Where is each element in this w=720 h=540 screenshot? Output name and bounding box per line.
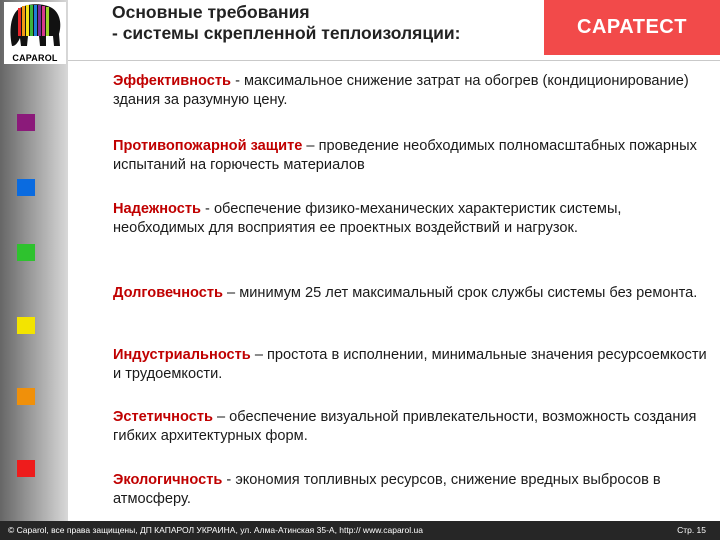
title-line-1: Основные требования — [112, 2, 310, 22]
footer-bar — [0, 521, 720, 540]
requirement-keyword: Индустриальность — [113, 347, 251, 363]
requirement-reliability — [113, 200, 708, 237]
marker-square-purple — [17, 114, 35, 131]
requirement-aesthetics — [113, 408, 708, 445]
requirement-text: - максимальное снижение затрат на обогрев (кондиционирование) здания за разумную цену. — [113, 73, 689, 108]
requirement-ecology — [113, 471, 708, 508]
left-sidebar — [0, 0, 68, 521]
elephant-logo-icon — [4, 2, 66, 52]
requirement-keyword: Экологичность — [113, 472, 223, 488]
requirement-durability — [113, 284, 708, 303]
requirement-efficiency — [113, 72, 708, 109]
requirement-text: – простота в исполнении, минимальные значения ресурсоемкости и трудоемкости. — [113, 347, 707, 382]
marker-square-yellow — [17, 317, 35, 334]
requirement-keyword: Эффективность — [113, 73, 232, 89]
requirement-text: – минимум 25 лет максимальный срок службы системы без ремонта. — [222, 285, 698, 301]
brand-badge: CAPATECT — [544, 0, 720, 55]
header-divider — [68, 60, 720, 61]
requirement-keyword: Противопожарной защите — [113, 138, 303, 154]
marker-square-blue — [17, 179, 35, 196]
page-number: Стр. 15 — [677, 525, 706, 535]
requirement-keyword: Надежность — [113, 201, 201, 217]
requirement-keyword: Долговечность — [113, 285, 223, 301]
logo-text: CAPAROL — [12, 53, 58, 63]
requirement-text: – проведение необходимых полномасштабных пожарных испытаний на горючесть материалов — [113, 138, 697, 173]
caparol-logo — [4, 2, 66, 64]
requirement-text: – обеспечение визуальной привлекательности, возможность создания гибких архитектурных форм. — [113, 409, 697, 444]
footer-copyright: © Caparol, все права защищены, ДП КАПАРОЛ УКРАИНА, ул. Алма-Атинская 35-А, http:// www.caparol.ua — [8, 525, 423, 535]
marker-square-red — [17, 460, 35, 477]
marker-square-orange — [17, 388, 35, 405]
requirement-industrial — [113, 346, 708, 383]
title-line-2: - системы скрепленной теплоизоляции: — [112, 23, 461, 43]
requirement-text: - экономия топливных ресурсов, снижение вредных выбросов в атмосферу. — [113, 472, 661, 507]
page-title — [112, 2, 460, 44]
marker-square-green — [17, 244, 35, 261]
requirement-fire-protection — [113, 137, 708, 174]
requirement-keyword: Эстетичность — [113, 409, 213, 425]
requirement-text: - обеспечение физико-механических характеристик системы, необходимых для восприятия ее проектных воздействий и нагрузок. — [113, 201, 622, 236]
